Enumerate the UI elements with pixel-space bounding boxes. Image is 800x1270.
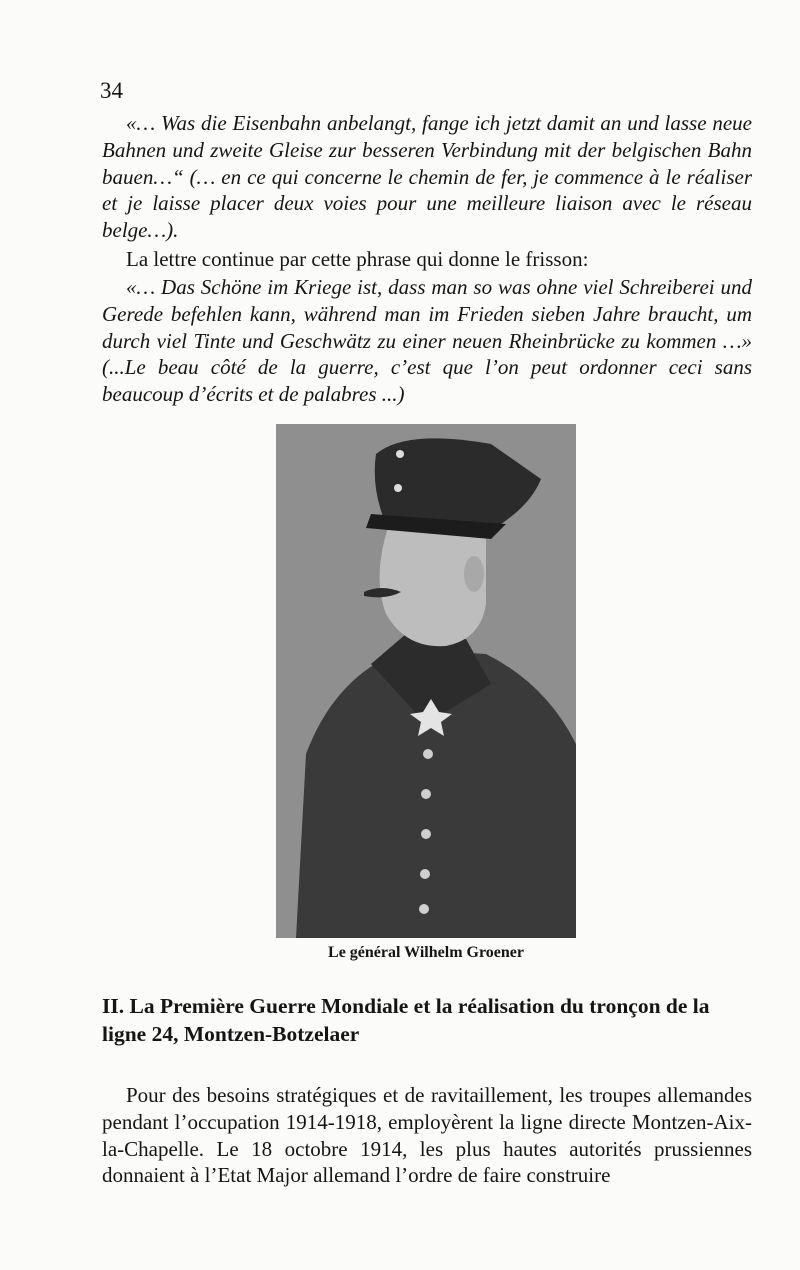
quote-german-railway: «… Was die Eisenbahn anbelangt, fange ich jetzt damit an und lasse neue Bahnen und zweite Gleise zur besseren Verbindung mit der belgischen Bahn bauen…“ (… en ce qui concerne le chemin de fer, je commence à le réaliser et je laisse placer deux voies pour une meilleure liaison avec le réseau belge…). <box>102 111 752 243</box>
section-heading: II. La Première Guerre Mondiale et la réalisation du tronçon de la ligne 24, Montzen-Botzelaer <box>102 994 710 1046</box>
paragraph-ww1-line: Pour des besoins stratégiques et de ravitaillement, les troupes allemandes pendant l’occupation 1914-1918, employèrent la ligne directe Montzen-Aix-la-Chapelle. Le 18 octobre 1914, les plus hautes autorités prussiennes donnaient à l’Etat Major allemand l’ordre de faire construire <box>102 1083 752 1188</box>
page-number: 34 <box>100 78 123 103</box>
portrait-photo <box>276 424 576 938</box>
quote-war-beauty: «… Das Schöne im Kriege ist, dass man so was ohne viel Schreiberei und Gerede befehlen kann, während man im Frieden sieben Jahre braucht, um durch viel Tinte und Geschwätz zu einer neuen Rheinbrücke zu kommen …» (...Le beau côté de la guerre, c’est que l’on peut ordonner ceci sans beaucoup d’écrits et de palabres ...) <box>102 275 752 407</box>
paragraph-letter-continues: La lettre continue par cette phrase qui donne le frisson: <box>126 247 589 271</box>
photo-caption: Le général Wilhelm Groener <box>328 944 524 961</box>
